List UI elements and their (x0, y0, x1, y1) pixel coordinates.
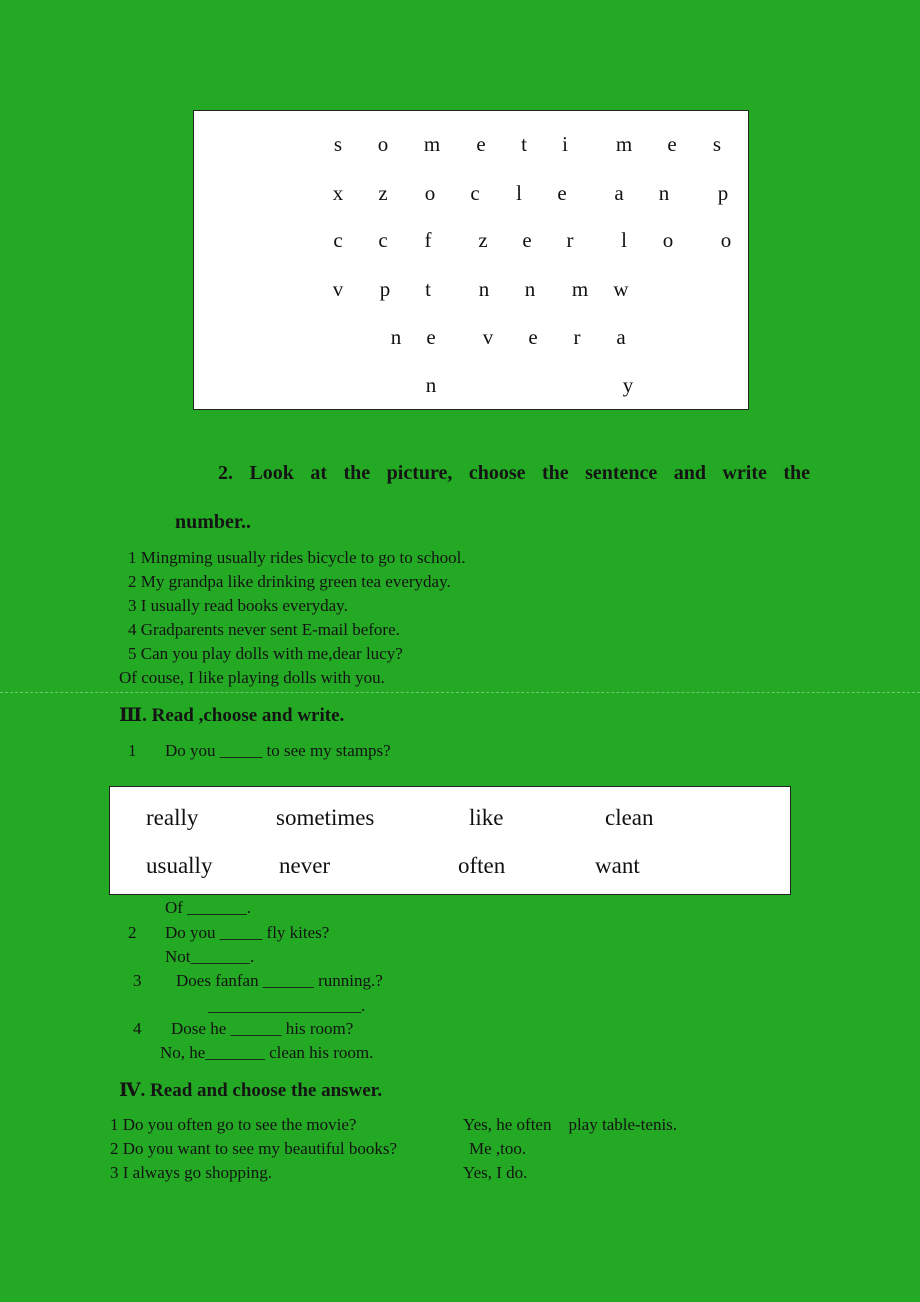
puzzle-letter: w (613, 277, 629, 301)
puzzle-letter: r (566, 228, 574, 252)
puzzle-letter: o (720, 228, 732, 252)
q1-answer: Of _______. (165, 898, 251, 917)
s4-question-1: 1 Do you often go to see the movie? (110, 1115, 357, 1134)
q4-text: Dose he ______ his room? (171, 1019, 354, 1038)
section3-heading: Ⅲ. Read ,choose and write. (119, 705, 345, 726)
puzzle-letter: n (658, 181, 670, 205)
q2-answer: Not_______. (165, 947, 255, 966)
puzzle-letter: c (378, 228, 388, 252)
puzzle-letter: n (478, 277, 490, 301)
puzzle-letter: e (557, 181, 567, 205)
puzzle-letter: s (712, 132, 722, 156)
q1-text: Do you _____ to see my stamps? (165, 741, 391, 760)
puzzle-letter: m (615, 132, 633, 156)
puzzle-row-3 (194, 228, 748, 254)
puzzle-letter: e (426, 325, 436, 349)
puzzle-letter: l (621, 228, 627, 252)
word-bank-item: often (458, 853, 506, 878)
puzzle-letter: c (333, 228, 343, 252)
page-divider (0, 692, 920, 693)
q2-text: Do you _____ fly kites? (165, 923, 330, 942)
puzzle-letter: a (614, 181, 624, 205)
puzzle-letter: f (424, 228, 432, 252)
puzzle-letter: t (425, 277, 431, 301)
puzzle-letter: e (476, 132, 486, 156)
s4-question-3: 3 I always go shopping. (110, 1163, 272, 1182)
word-bank-item: clean (605, 805, 654, 830)
q3-answer: __________________. (208, 996, 366, 1015)
puzzle-letter: m (571, 277, 589, 301)
puzzle-letter: o (377, 132, 389, 156)
word-search-box (193, 110, 749, 410)
puzzle-letter: p (379, 277, 391, 301)
puzzle-row-1 (194, 132, 748, 158)
puzzle-letter: e (522, 228, 532, 252)
sentence-5-reply: Of couse, I like playing dolls with you. (119, 668, 385, 687)
section2-heading-line2: number.. (175, 511, 251, 533)
puzzle-letter: t (521, 132, 527, 156)
puzzle-letter: z (378, 181, 388, 205)
puzzle-letter: m (423, 132, 441, 156)
puzzle-letter: r (573, 325, 581, 349)
q4-answer: No, he_______ clean his room. (160, 1043, 374, 1062)
puzzle-row-2 (194, 181, 748, 207)
sentence-1: 1 Mingming usually rides bicycle to go to school. (128, 548, 466, 567)
puzzle-row-5 (194, 325, 748, 351)
puzzle-letter: s (333, 132, 343, 156)
puzzle-letter: e (667, 132, 677, 156)
puzzle-letter: o (424, 181, 436, 205)
sentence-2: 2 My grandpa like drinking green tea everyday. (128, 572, 451, 591)
q1-number: 1 (128, 741, 137, 760)
puzzle-letter: z (478, 228, 488, 252)
q3-text: Does fanfan ______ running.? (176, 971, 383, 990)
s4-answer-1: Yes, he often play table-tenis. (463, 1115, 678, 1134)
puzzle-letter: n (524, 277, 536, 301)
sentence-4: 4 Gradparents never sent E-mail before. (128, 620, 400, 639)
s4-answer-2: Me ,too. (469, 1139, 527, 1158)
puzzle-letter: a (616, 325, 626, 349)
puzzle-letter: o (662, 228, 674, 252)
word-bank-box (109, 786, 791, 895)
q2-number: 2 (128, 923, 137, 942)
sentence-5: 5 Can you play dolls with me,dear lucy? (128, 644, 403, 663)
puzzle-row-6 (194, 373, 748, 399)
word-bank-item: sometimes (276, 805, 375, 830)
puzzle-letter: p (717, 181, 729, 205)
puzzle-letter: y (622, 373, 634, 397)
s4-answer-3: Yes, I do. (463, 1163, 528, 1182)
puzzle-letter: v (332, 277, 344, 301)
word-bank-item: usually (146, 853, 213, 878)
puzzle-letter: i (562, 132, 568, 156)
puzzle-letter: n (390, 325, 402, 349)
puzzle-letter: v (482, 325, 494, 349)
q3-number: 3 (133, 971, 142, 990)
word-bank-item: never (279, 853, 331, 878)
section2-heading-line1: 2. Look at the picture, choose the sentence and write the (218, 462, 810, 484)
word-bank-item: want (595, 853, 640, 878)
section4-heading: Ⅳ. Read and choose the answer. (119, 1080, 383, 1101)
puzzle-letter: x (332, 181, 344, 205)
s4-question-2: 2 Do you want to see my beautiful books? (110, 1139, 398, 1158)
puzzle-letter: l (516, 181, 522, 205)
q4-number: 4 (133, 1019, 142, 1038)
puzzle-letter: c (470, 181, 480, 205)
sentence-3: 3 I usually read books everyday. (128, 596, 348, 615)
puzzle-letter: n (425, 373, 437, 397)
word-bank-item: really (146, 805, 199, 830)
word-bank-item: like (469, 805, 504, 830)
puzzle-letter: e (528, 325, 538, 349)
puzzle-row-4 (194, 277, 748, 303)
